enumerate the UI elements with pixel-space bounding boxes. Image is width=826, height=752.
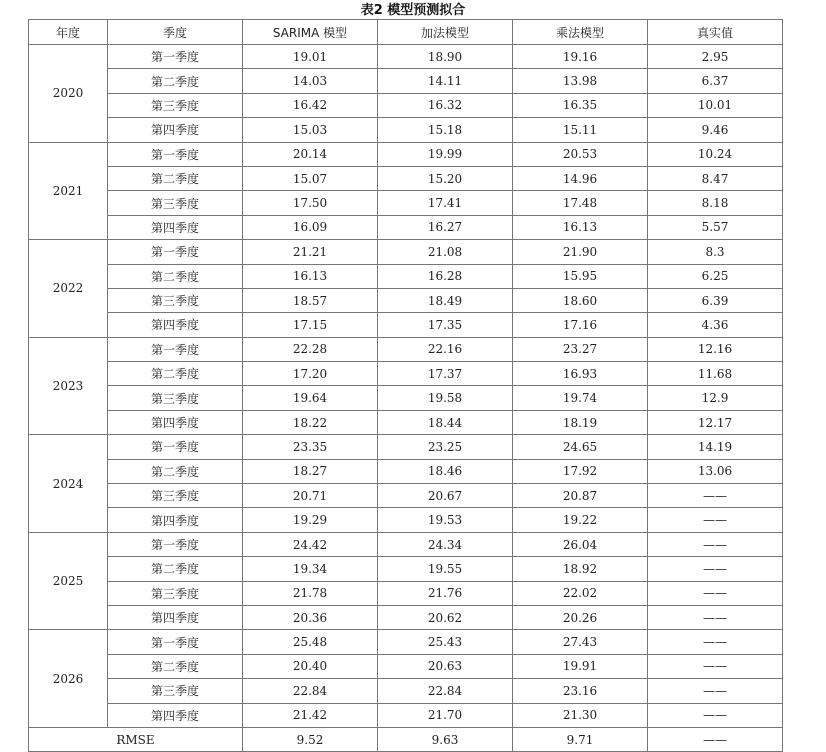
sarima-cell: 20.40 [243,654,378,678]
table-row [29,703,783,727]
additive-cell: 23.25 [378,435,513,459]
actual-cell: 12.17 [648,410,783,434]
actual-cell: —— [648,532,783,556]
multiplicative-cell: 23.27 [513,337,648,361]
sarima-cell: 21.42 [243,703,378,727]
additive-cell: 24.34 [378,532,513,556]
additive-cell: 19.58 [378,386,513,410]
table-row [29,630,783,654]
sarima-cell: 15.07 [243,166,378,190]
actual-cell: —— [648,630,783,654]
table-row [29,191,783,215]
quarter-cell: 第四季度 [108,410,243,434]
multiplicative-cell: 23.16 [513,679,648,703]
quarter-cell: 第四季度 [108,313,243,337]
year-cell: 2026 [29,630,108,728]
additive-cell: 18.90 [378,45,513,69]
header-quarter: 季度 [108,20,243,45]
multiplicative-cell: 14.96 [513,166,648,190]
sarima-cell: 21.21 [243,240,378,264]
quarter-cell: 第一季度 [108,532,243,556]
table-row [29,69,783,93]
table-row [29,118,783,142]
additive-cell: 20.62 [378,605,513,629]
actual-cell: 4.36 [648,313,783,337]
additive-cell: 16.32 [378,93,513,117]
sarima-cell: 17.15 [243,313,378,337]
actual-cell: 10.24 [648,142,783,166]
actual-cell: 6.39 [648,288,783,312]
rmse-sarima: 9.52 [243,727,378,751]
sarima-cell: 20.71 [243,484,378,508]
multiplicative-cell: 24.65 [513,435,648,459]
multiplicative-cell: 15.95 [513,264,648,288]
sarima-cell: 19.29 [243,508,378,532]
multiplicative-cell: 17.92 [513,459,648,483]
sarima-cell: 21.78 [243,581,378,605]
table-row [29,362,783,386]
quarter-cell: 第三季度 [108,191,243,215]
sarima-cell: 20.36 [243,605,378,629]
multiplicative-cell: 19.91 [513,654,648,678]
sarima-cell: 19.01 [243,45,378,69]
table-row [29,459,783,483]
table-row [29,264,783,288]
quarter-cell: 第三季度 [108,581,243,605]
actual-cell: —— [648,654,783,678]
quarter-cell: 第一季度 [108,435,243,459]
actual-cell: —— [648,508,783,532]
header-year: 年度 [29,20,108,45]
quarter-cell: 第三季度 [108,679,243,703]
additive-cell: 20.67 [378,484,513,508]
multiplicative-cell: 15.11 [513,118,648,142]
sarima-cell: 18.22 [243,410,378,434]
actual-cell: 14.19 [648,435,783,459]
sarima-cell: 17.20 [243,362,378,386]
sarima-cell: 25.48 [243,630,378,654]
rmse-label: RMSE [29,727,243,751]
table-row [29,45,783,69]
multiplicative-cell: 21.30 [513,703,648,727]
table-row [29,142,783,166]
multiplicative-cell: 27.43 [513,630,648,654]
quarter-cell: 第一季度 [108,45,243,69]
actual-cell: 5.57 [648,215,783,239]
actual-cell: 12.16 [648,337,783,361]
additive-cell: 20.63 [378,654,513,678]
table-row [29,605,783,629]
quarter-cell: 第一季度 [108,337,243,361]
sarima-cell: 17.50 [243,191,378,215]
sarima-cell: 22.28 [243,337,378,361]
quarter-cell: 第二季度 [108,166,243,190]
year-cell: 2024 [29,435,108,533]
quarter-cell: 第二季度 [108,362,243,386]
multiplicative-cell: 17.16 [513,313,648,337]
additive-cell: 19.55 [378,557,513,581]
multiplicative-cell: 20.87 [513,484,648,508]
multiplicative-cell: 18.60 [513,288,648,312]
actual-cell: —— [648,581,783,605]
additive-cell: 19.99 [378,142,513,166]
table-row [29,166,783,190]
additive-cell: 25.43 [378,630,513,654]
table-row [29,93,783,117]
quarter-cell: 第一季度 [108,142,243,166]
multiplicative-cell: 18.92 [513,557,648,581]
table-row [29,581,783,605]
actual-cell: —— [648,679,783,703]
sarima-cell: 15.03 [243,118,378,142]
quarter-cell: 第二季度 [108,654,243,678]
table-row [29,679,783,703]
year-cell: 2023 [29,337,108,435]
multiplicative-cell: 19.22 [513,508,648,532]
actual-cell: —— [648,605,783,629]
multiplicative-cell: 21.90 [513,240,648,264]
table-row [29,386,783,410]
sarima-cell: 18.27 [243,459,378,483]
rmse-row [29,727,783,751]
sarima-cell: 23.35 [243,435,378,459]
actual-cell: 6.37 [648,69,783,93]
multiplicative-cell: 19.74 [513,386,648,410]
additive-cell: 17.35 [378,313,513,337]
actual-cell: 9.46 [648,118,783,142]
multiplicative-cell: 19.16 [513,45,648,69]
multiplicative-cell: 18.19 [513,410,648,434]
multiplicative-cell: 22.02 [513,581,648,605]
actual-cell: 8.47 [648,166,783,190]
table-body [29,45,783,752]
multiplicative-cell: 13.98 [513,69,648,93]
quarter-cell: 第四季度 [108,215,243,239]
multiplicative-cell: 20.26 [513,605,648,629]
sarima-cell: 22.84 [243,679,378,703]
actual-cell: 12.9 [648,386,783,410]
multiplicative-cell: 16.35 [513,93,648,117]
header-multiplicative: 乘法模型 [513,20,648,45]
sarima-cell: 24.42 [243,532,378,556]
actual-cell: 11.68 [648,362,783,386]
table-caption: 表2 模型预测拟合 [360,3,466,18]
additive-cell: 14.11 [378,69,513,93]
additive-cell: 15.20 [378,166,513,190]
forecast-table [28,19,783,752]
sarima-cell: 19.34 [243,557,378,581]
quarter-cell: 第三季度 [108,386,243,410]
multiplicative-cell: 17.48 [513,191,648,215]
sarima-cell: 19.64 [243,386,378,410]
quarter-cell: 第四季度 [108,508,243,532]
additive-cell: 16.28 [378,264,513,288]
rmse-multiplicative: 9.71 [513,727,648,751]
actual-cell: 8.18 [648,191,783,215]
quarter-cell: 第一季度 [108,630,243,654]
actual-cell: 2.95 [648,45,783,69]
quarter-cell: 第四季度 [108,605,243,629]
sarima-cell: 14.03 [243,69,378,93]
table-row [29,337,783,361]
additive-cell: 18.44 [378,410,513,434]
rmse-additive: 9.63 [378,727,513,751]
additive-cell: 19.53 [378,508,513,532]
year-cell: 2021 [29,142,108,240]
multiplicative-cell: 16.93 [513,362,648,386]
table-row [29,435,783,459]
multiplicative-cell: 26.04 [513,532,648,556]
table-row [29,532,783,556]
quarter-cell: 第二季度 [108,264,243,288]
quarter-cell: 第四季度 [108,118,243,142]
sarima-cell: 18.57 [243,288,378,312]
actual-cell: —— [648,557,783,581]
additive-cell: 18.49 [378,288,513,312]
header-actual: 真实值 [648,20,783,45]
sarima-cell: 16.42 [243,93,378,117]
actual-cell: —— [648,484,783,508]
quarter-cell: 第三季度 [108,93,243,117]
rmse-actual: —— [648,727,783,751]
actual-cell: 10.01 [648,93,783,117]
actual-cell: 8.3 [648,240,783,264]
actual-cell: 6.25 [648,264,783,288]
additive-cell: 21.08 [378,240,513,264]
year-cell: 2025 [29,532,108,630]
quarter-cell: 第二季度 [108,69,243,93]
quarter-cell: 第二季度 [108,459,243,483]
actual-cell: —— [648,703,783,727]
additive-cell: 18.46 [378,459,513,483]
sarima-cell: 20.14 [243,142,378,166]
additive-cell: 16.27 [378,215,513,239]
table-row [29,240,783,264]
table-row [29,484,783,508]
multiplicative-cell: 16.13 [513,215,648,239]
additive-cell: 21.70 [378,703,513,727]
additive-cell: 22.84 [378,679,513,703]
table-row [29,313,783,337]
additive-cell: 22.16 [378,337,513,361]
additive-cell: 17.41 [378,191,513,215]
header-sarima: SARIMA 模型 [243,20,378,45]
table-row [29,508,783,532]
sarima-cell: 16.09 [243,215,378,239]
table-row [29,557,783,581]
header-additive: 加法模型 [378,20,513,45]
year-cell: 2022 [29,240,108,338]
quarter-cell: 第二季度 [108,557,243,581]
additive-cell: 21.76 [378,581,513,605]
multiplicative-cell: 20.53 [513,142,648,166]
quarter-cell: 第三季度 [108,288,243,312]
table-row [29,410,783,434]
header-row [29,20,783,45]
sarima-cell: 16.13 [243,264,378,288]
additive-cell: 15.18 [378,118,513,142]
quarter-cell: 第一季度 [108,240,243,264]
quarter-cell: 第四季度 [108,703,243,727]
quarter-cell: 第三季度 [108,484,243,508]
actual-cell: 13.06 [648,459,783,483]
additive-cell: 17.37 [378,362,513,386]
table-row [29,654,783,678]
table-row [29,288,783,312]
year-cell: 2020 [29,45,108,143]
table-row [29,215,783,239]
